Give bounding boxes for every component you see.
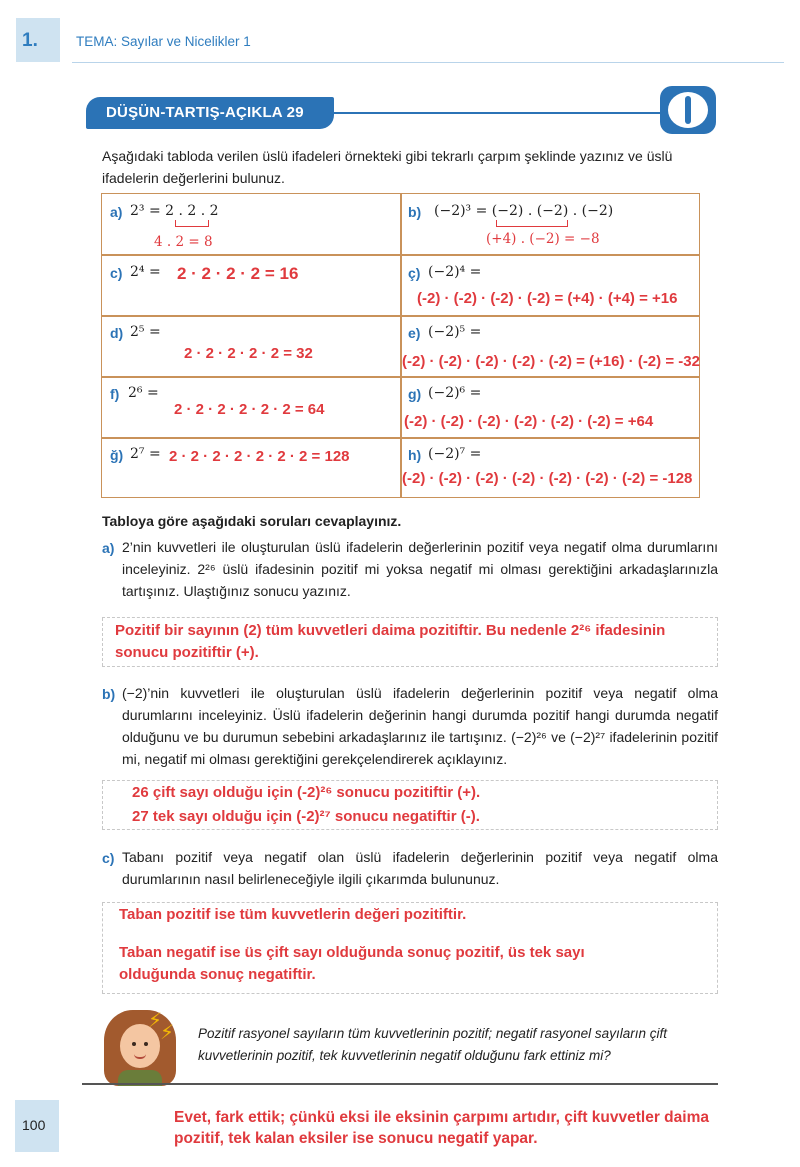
note-text: Pozitif rasyonel sayıların tüm kuvvetlerinin pozitif; negatif rasyonel sayıların çift kuvvetlerinin pozitif, tek kuvvetlerinin negatif olduğunu fark ettiniz mi? bbox=[198, 1026, 667, 1063]
expr-d: 2⁵ = bbox=[130, 324, 161, 340]
row-label-b: b) bbox=[408, 204, 422, 220]
answer-g: (-2) · (-2) · (-2) · (-2) · (-2) · (-2) = +64 bbox=[404, 413, 654, 430]
question-b-text: (−2)’nin kuvvetleri ile oluşturulan üslü ifadelerin değerlerinin pozitif veya negatif olma durumlarını inceleyiniz. Üslü ifadelerin değerinin hangi durumda pozitif hangi durumda negatif olduğunu ve bu durumun sebebini arkadaşlarınız ile tartışınız. (−2)²⁶ ve (−2)²⁷ ifadelerinin pozitif mi, negatif mi olması gerektiğini gerekçelendirerek açıklayınız. bbox=[122, 685, 718, 767]
banner-divider bbox=[334, 112, 662, 114]
pair-bracket bbox=[175, 220, 209, 227]
answer-b-line-2: 27 tek sayı olduğu için (-2)²⁷ sonucu negatiftir (-). bbox=[132, 808, 480, 825]
expr-g: (−2)⁶ = bbox=[428, 385, 482, 401]
question-a-text: 2’nin kuvvetleri ile oluşturulan üslü ifadelerin değerlerinin pozitif veya negatif olma durumlarını inceleyiniz. 2²⁶ üslü ifadesinin pozitif mi yoksa negatif mi olması gerektiğini arkadaşlarınızla tartışınız. Ulaştığınız sonucu yazınız. bbox=[122, 539, 718, 599]
question-c-text: Tabanı pozitif veya negatif olan üslü ifadelerin değerlerinin pozitif veya negatif olma durumlarının nasıl belirleneceğiyle ilgili çıkarımda bulununuz. bbox=[122, 849, 718, 887]
row-label-h: h) bbox=[408, 447, 422, 463]
pair-bracket bbox=[496, 220, 568, 227]
row-label-cc: ç) bbox=[408, 265, 421, 281]
row-label-d: d) bbox=[110, 325, 124, 341]
answer-c-line-1: Taban pozitif ise tüm kuvvetlerin değeri pozitiftir. bbox=[119, 906, 467, 923]
activity-intro: Aşağıdaki tabloda verilen üslü ifadeleri örnekteki gibi tekrarlı çarpım şeklinde yazınız ve üslü ifadelerin değerlerini bulunuz. bbox=[102, 148, 673, 186]
row-label-f: f) bbox=[110, 386, 120, 402]
expr-h: (−2)⁷ = bbox=[428, 446, 482, 462]
question-c-letter: c) bbox=[102, 850, 115, 866]
example-work-b: (+4) . (−2) = −8 bbox=[486, 231, 600, 247]
answer-d: 2 · 2 · 2 · 2 · 2 = 32 bbox=[184, 345, 313, 362]
header-divider bbox=[72, 62, 784, 63]
answer-f: 2 · 2 · 2 · 2 · 2 · 2 = 64 bbox=[174, 401, 325, 418]
answer-b-line-1: 26 çift sayı olduğu için (-2)²⁶ sonucu pozitiftir (+). bbox=[132, 784, 481, 801]
row-label-c: c) bbox=[110, 265, 123, 281]
answer-a: Pozitif bir sayının (2) tüm kuvvetleri daima pozitiftir. Bu nedenle 2²⁶ ifadesinin sonucu pozitiftir (+). bbox=[115, 622, 666, 661]
answer-c-line-2: Taban negatif ise üs çift sayı olduğunda sonuç pozitif, üs tek sayı olduğunda sonuç negatiftir. bbox=[119, 944, 585, 983]
answer-e: (-2) · (-2) · (-2) · (-2) · (-2) = (+16) · (-2) = -32 bbox=[402, 353, 700, 370]
answer-c: 2 · 2 · 2 · 2 = 16 bbox=[177, 264, 299, 283]
answer-gg: 2 · 2 · 2 · 2 · 2 · 2 · 2 = 128 bbox=[169, 448, 350, 465]
row-label-g: g) bbox=[408, 386, 422, 402]
exponent-table bbox=[101, 193, 700, 498]
example-expr-b: (−2)³ = (−2) . (−2) . (−2) bbox=[434, 203, 614, 219]
row-label-gg: ğ) bbox=[110, 447, 124, 463]
row-label-a: a) bbox=[110, 204, 123, 220]
lightning-icon: ⚡ bbox=[148, 1010, 163, 1032]
unit-number: 1. bbox=[22, 30, 38, 51]
row-label-e: e) bbox=[408, 325, 421, 341]
questions-title: Tabloya göre aşağıdaki soruları cevaplayınız. bbox=[102, 513, 402, 529]
lightning-icon: ⚡ bbox=[160, 1022, 175, 1044]
answer-h: (-2) · (-2) · (-2) · (-2) · (-2) · (-2) · (-2) = -128 bbox=[402, 470, 693, 487]
example-expr-a: 2³ = 2 . 2 . 2 bbox=[130, 203, 219, 219]
question-b-letter: b) bbox=[102, 686, 116, 702]
expr-e: (−2)⁵ = bbox=[428, 324, 482, 340]
head-question-icon bbox=[660, 86, 716, 134]
activity-banner: DÜŞÜN-TARTIŞ-AÇIKLA 29 bbox=[86, 97, 334, 129]
expr-cc: (−2)⁴ = bbox=[428, 264, 482, 280]
expr-gg: 2⁷ = bbox=[130, 446, 161, 462]
note-answer: Evet, fark ettik; çünkü eksi ile eksinin çarpımı artıdır, çift kuvvetler daima pozitif, tek kalan eksiler ise sonucu negatif yapar. bbox=[174, 1109, 709, 1147]
theme-title: TEMA: Sayılar ve Nicelikler 1 bbox=[76, 34, 251, 49]
example-work-a: 4 . 2 = 8 bbox=[154, 234, 213, 250]
note-divider bbox=[82, 1083, 718, 1085]
page-number: 100 bbox=[22, 1117, 46, 1133]
question-a-letter: a) bbox=[102, 540, 115, 556]
expr-f: 2⁶ = bbox=[128, 385, 159, 401]
expr-c: 2⁴ = bbox=[130, 264, 161, 280]
answer-cc: (-2) · (-2) · (-2) · (-2) = (+4) · (+4) = +16 bbox=[417, 290, 678, 307]
